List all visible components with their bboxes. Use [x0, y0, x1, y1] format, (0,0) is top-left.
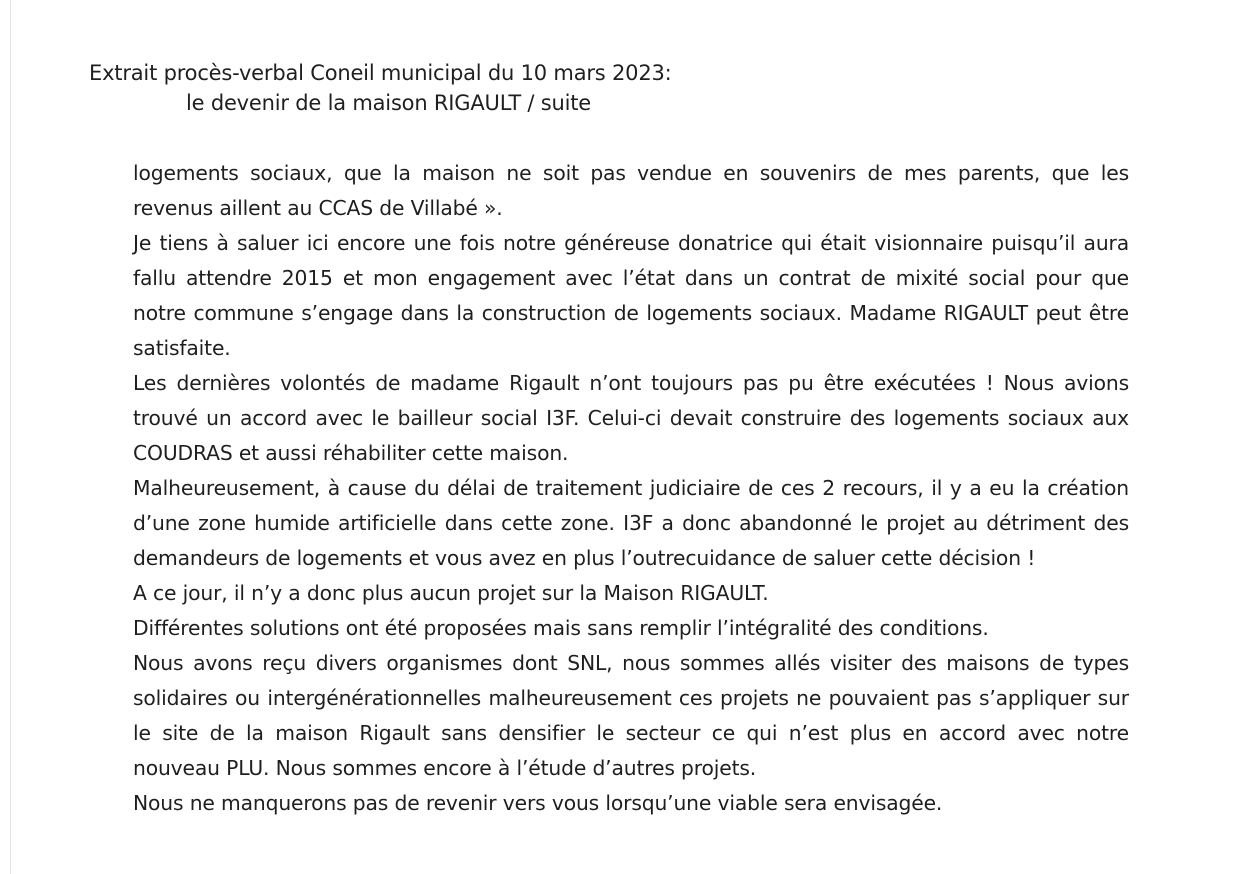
paragraph-5: A ce jour, il n’y a donc plus aucun projet sur la Maison RIGAULT.: [133, 581, 769, 605]
document-header: [89, 58, 672, 118]
paragraph-2: Je tiens à saluer ici encore une fois notre généreuse donatrice qui était visionnaire puisqu’il aura fallu attendre 2015 et mon engagement avec l’état dans un contrat de mixité social pour que notre commune s’engage dans la construction de logements sociaux. Madame RIGAULT peut être satisfaite.: [133, 231, 1129, 360]
paragraph-7: Nous avons reçu divers organismes dont SNL, nous sommes allés visiter des maisons de types solidaires ou intergénérationnelles malheureusement ces projets ne pouvaient pas s’appliquer sur le site de la maison Rigault sans densifier le secteur ce qui n’est plus en accord avec notre nouveau PLU. Nous sommes encore à l’étude d’autres projets.: [133, 651, 1129, 780]
header-title-line-1: Extrait procès-verbal Coneil municipal du 10 mars 2023:: [89, 61, 672, 85]
scan-edge-line: [10, 0, 11, 874]
paragraph-3: Les dernières volontés de madame Rigault n’ont toujours pas pu être exécutées ! Nous avions trouvé un accord avec le bailleur social I3F. Celui-ci devait construire des logements sociaux aux COUDRAS et aussi réhabiliter cette maison.: [133, 371, 1129, 465]
paragraph-4: Malheureusement, à cause du délai de traitement judiciaire de ces 2 recours, il y a eu la création d’une zone humide artificielle dans cette zone. I3F a donc abandonné le projet au détriment des demandeurs de logements et vous avez en plus l’outrecuidance de saluer cette décision !: [133, 476, 1129, 570]
header-title-line-2: le devenir de la maison RIGAULT / suite: [186, 91, 592, 115]
paragraph-6: Différentes solutions ont été proposées mais sans remplir l’intégralité des conditions.: [133, 616, 989, 640]
document-body: [133, 156, 1129, 821]
paragraph-1: logements sociaux, que la maison ne soit pas vendue en souvenirs de mes parents, que les revenus aillent au CCAS de Villabé ».: [133, 161, 1129, 220]
paragraph-8: Nous ne manquerons pas de revenir vers vous lorsqu’une viable sera envisagée.: [133, 791, 943, 815]
